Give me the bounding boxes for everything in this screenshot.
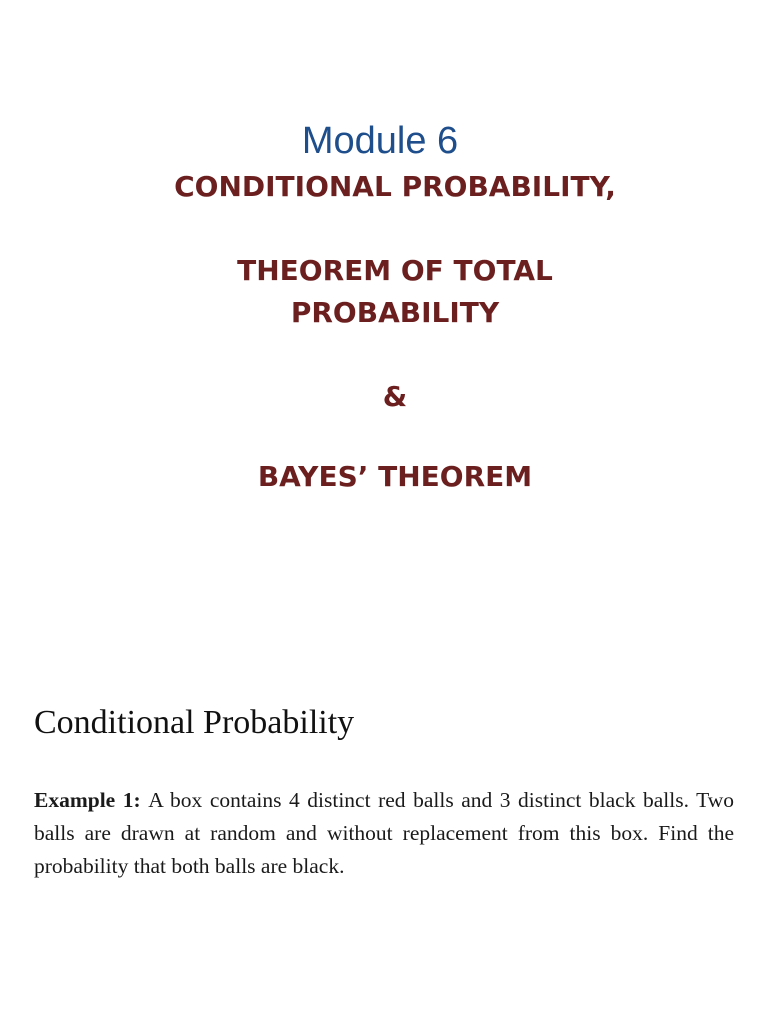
module-title: Module 6: [301, 120, 459, 162]
example-paragraph: [34, 784, 734, 883]
topic-heading-bayes: BAYES’ THEOREM: [257, 460, 533, 493]
topic-ampersand: &: [382, 380, 408, 413]
topic-line-theorem-of-total: THEOREM OF TOTAL: [237, 254, 553, 287]
topic-heading: [0, 166, 768, 208]
example-label: Example 1:: [34, 788, 149, 812]
topic-line-probability: PROBABILITY: [290, 296, 500, 329]
section-heading: Conditional Probability: [34, 704, 355, 741]
example-text: A box contains 4 distinct red balls and 3 distinct black balls. Two balls are drawn at random and without replacement from this box. Find the probability that both balls are black.: [34, 788, 734, 878]
topic-heading-total-probability: [0, 250, 768, 334]
topic-line-conditional-probability: CONDITIONAL PROBABILITY,: [174, 170, 616, 203]
